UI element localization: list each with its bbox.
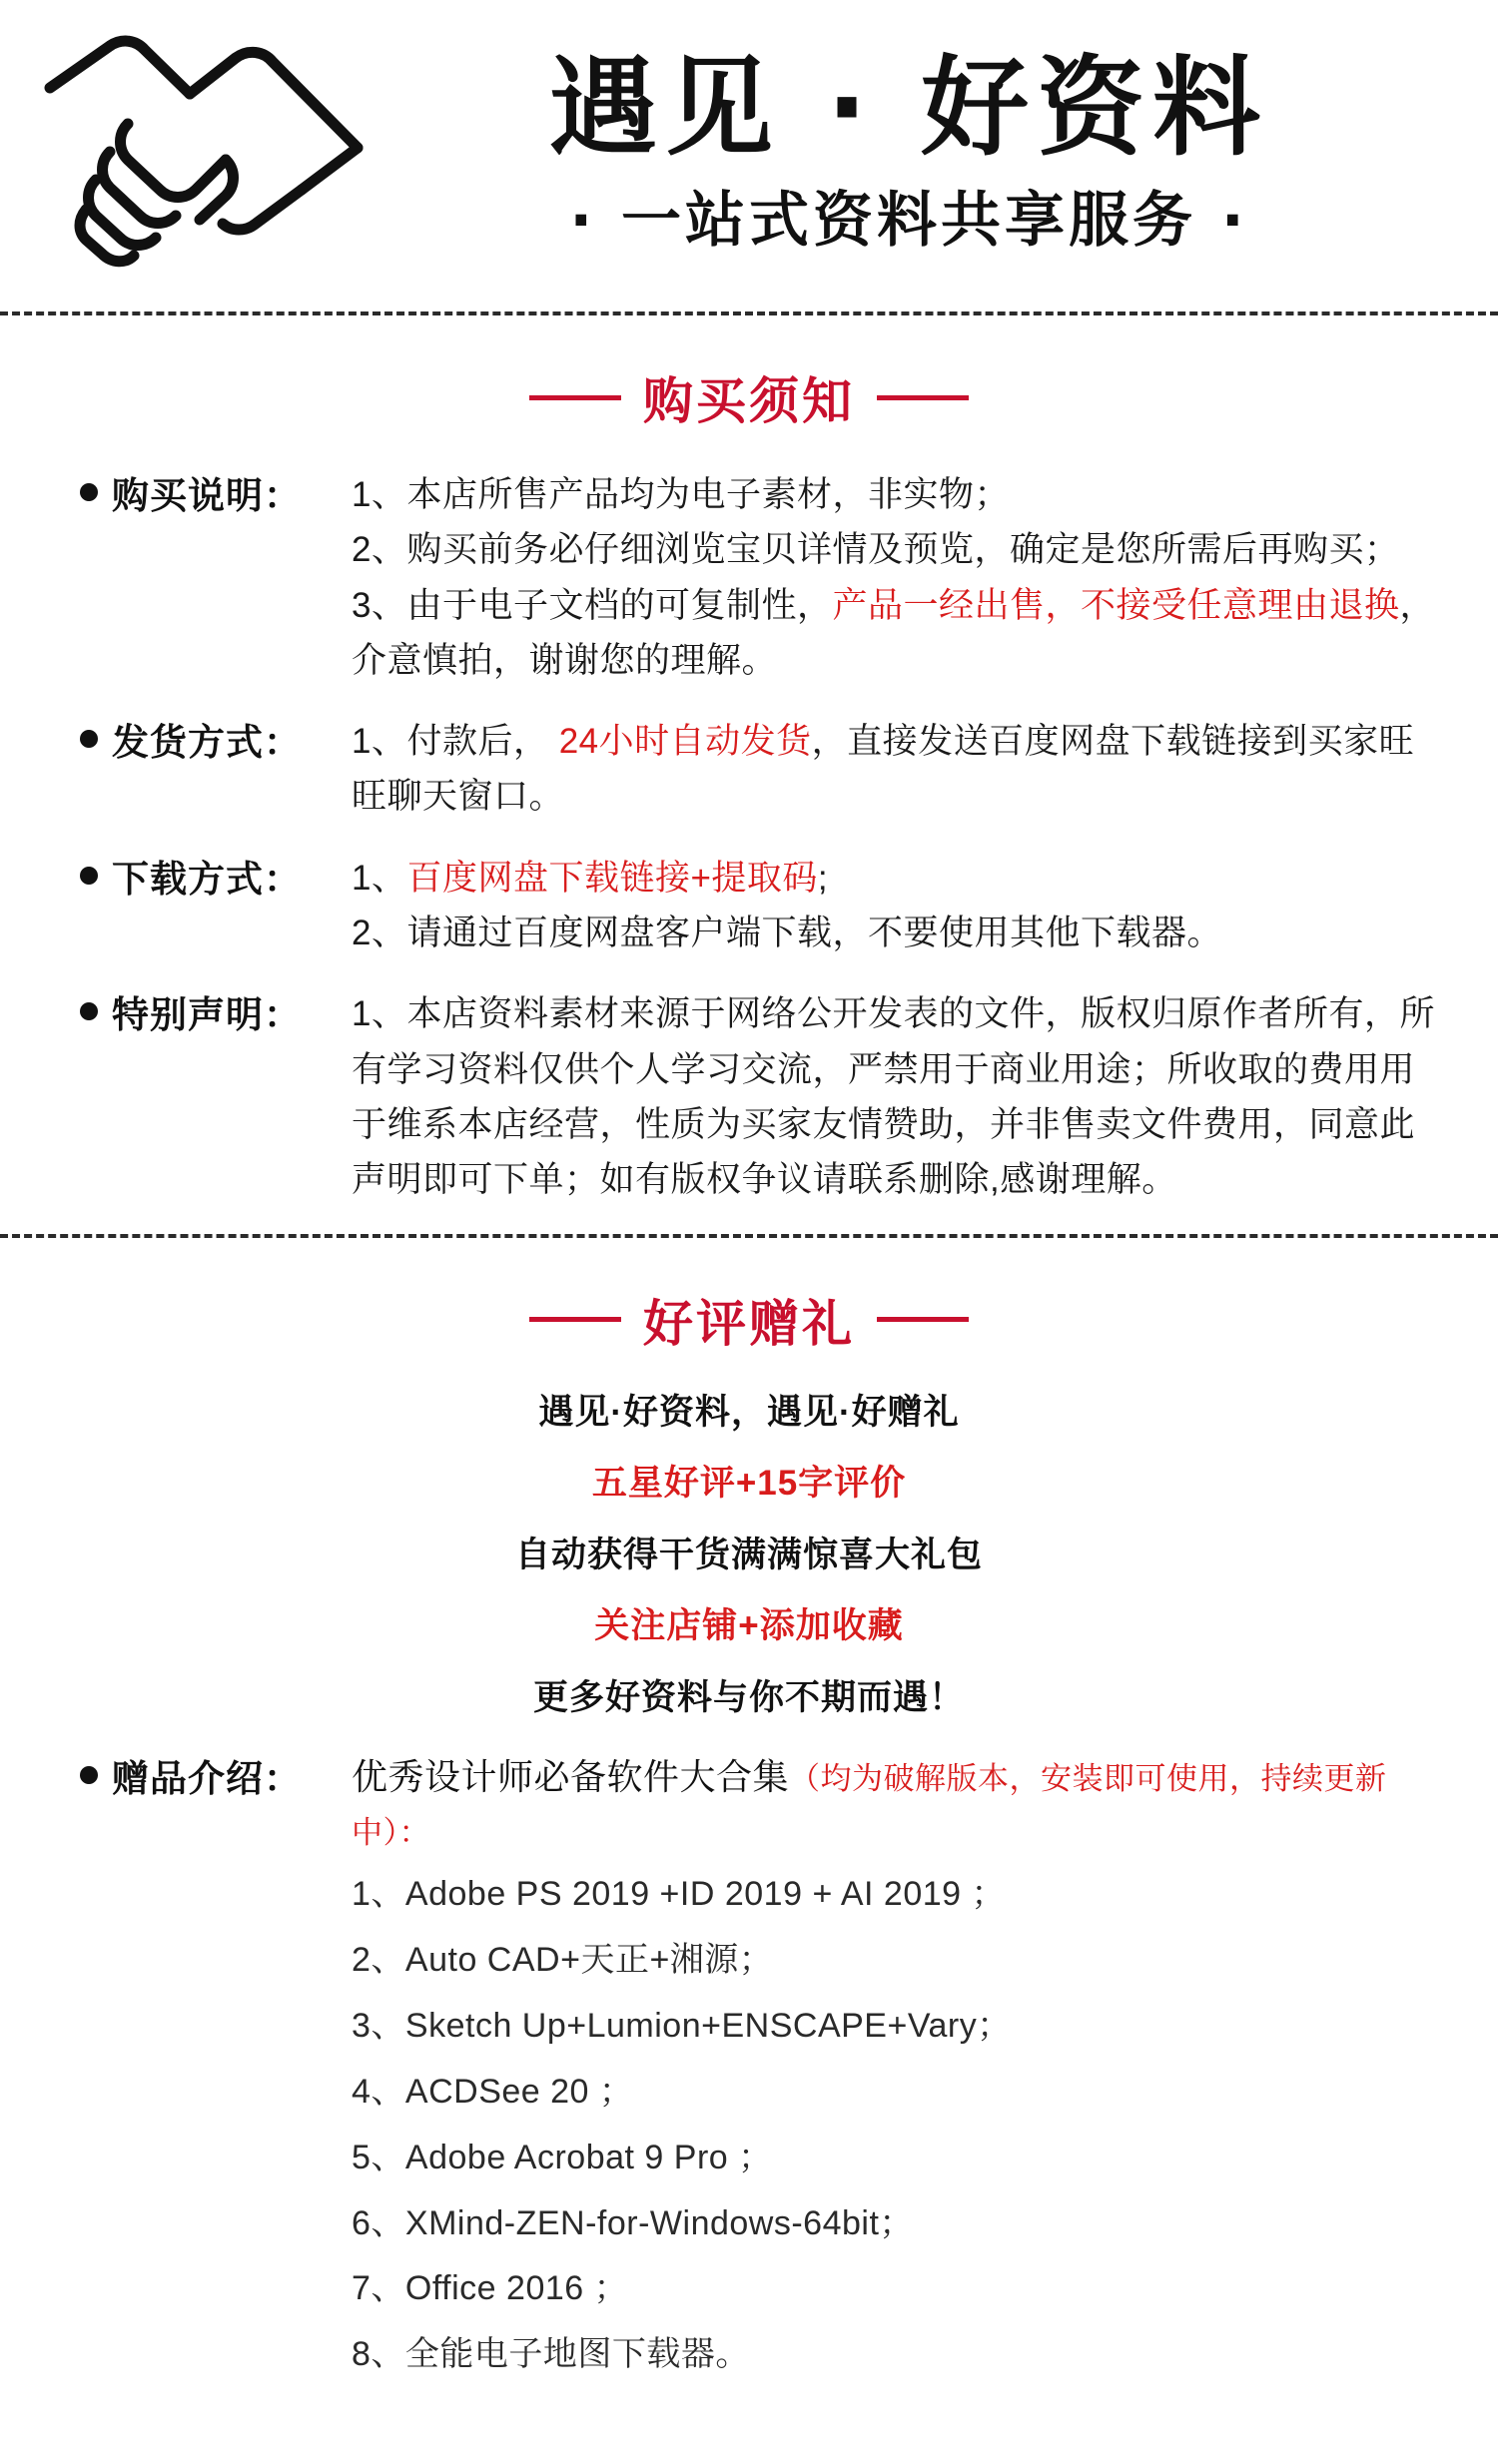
notice-row [70,714,1438,825]
notice-line: 1、本店资料素材来源于网络公开发表的文件，版权归原作者所有，所 [352,994,1435,1034]
gift-intro-body [352,1750,1438,2398]
notice-line: 2、购买前务必仔细浏览宝贝详情及预览，确定是您所需后再购买； [352,530,1400,570]
notice-line: 于维系本店经营，性质为买家友情赞助，并非售卖文件费用，同意此 [352,1104,1416,1144]
notice-line: 声明即可下单；如有版权争议请联系删除,感谢理解。 [352,1160,1177,1200]
gift-list-item: 2、Auto CAD+天正+湘源； [352,1940,774,1979]
gift-center-line: 五星好评+15字评价 [591,1464,907,1504]
gift-center-line: 自动获得干货满满惊喜大礼包 [514,1535,983,1574]
notice-line: 介意慎拍，谢谢您的理解。 [352,640,778,680]
notice-line: 1、付款后， 24小时自动发货，直接发送百度网盘下载链接到买家旺 [352,722,1415,762]
gift-center-lines [40,1390,1458,1721]
notice-row [70,467,1438,688]
gift-list-item: 8、全能电子地图下载器。 [352,2335,750,2374]
gift-list-item: 3、Sketch Up+Lumion+ENSCAPE+Vary； [352,2006,1012,2045]
notice-line: 3、由于电子文档的可复制性，产品一经出售，不接受任意理由退换， [352,585,1435,625]
notice-row-body [352,851,1438,961]
notice-row-label: 发货方式： [112,722,302,764]
banner-subtitle: · 一站式资料共享服务 · [569,185,1248,256]
notice-row-body [352,714,1438,825]
gift-intro-title-text: 优秀设计师必备软件大合集 [352,1756,790,1798]
heading-rule-right [877,1317,969,1322]
banner-title: 遇见 · 好资料 [548,46,1269,172]
notice-line: 1、百度网盘下载链接+提取码; [352,858,829,898]
heading-rule-right [877,395,969,400]
banner-text-block [399,47,1458,258]
purchase-notice-heading [40,361,1458,433]
gift-intro-note: （均为破解版本，安装即可使用，持续更新中）： [352,1761,1387,1851]
gift-intro-row [70,1750,1438,2398]
gift-list-item: 6、XMind-ZEN-for-Windows-64bit； [352,2203,914,2242]
handshake-icon [40,18,370,288]
gift-heading [40,1284,1458,1356]
gift-section [0,1284,1498,2464]
notice-line: 有学习资料仅供个人学习交流，严禁用于商业用途；所收取的费用用 [352,1049,1416,1089]
notice-row-body [352,986,1438,1207]
gift-title: 好评赠礼 [643,1294,855,1353]
gift-list-item: 1、Adobe PS 2019 +ID 2019 + AI 2019 ； [352,1875,1007,1914]
gift-intro-title [352,1750,1438,1858]
gift-center-line: 遇见·好资料，遇见·好赠礼 [538,1392,960,1432]
gift-center-line: 更多好资料与你不期而遇！ [532,1677,965,1717]
bullet-icon [80,1002,98,1020]
gift-intro-rows [40,1750,1458,2398]
notice-row-label: 购买说明： [112,475,302,516]
notice-row-body [352,467,1438,688]
bullet-icon [80,483,98,501]
notice-line: 1、本店所售产品均为电子素材，非实物； [352,475,1010,514]
notice-line: 2、请通过百度网盘客户端下载，不要使用其他下载器。 [352,914,1222,953]
bullet-icon [80,730,98,748]
purchase-notice-title: 购买须知 [643,372,855,430]
notice-row-label: 下载方式： [112,858,302,900]
purchase-notice-section [0,361,1498,1208]
gift-list-item: 4、ACDSee 20 ； [352,2072,634,2111]
divider-middle [0,1234,1498,1238]
bullet-icon [80,1766,98,1784]
purchase-notice-rows [40,467,1458,1208]
notice-row [70,986,1438,1207]
gift-center-line: 关注店铺+添加收藏 [594,1606,904,1646]
bottom-spacer [40,2424,1458,2464]
gift-list-item: 5、Adobe Acrobat 9 Pro ； [352,2138,773,2176]
heading-rule-left [529,1317,621,1322]
gift-intro-label: 赠品介绍： [112,1758,302,1800]
heading-rule-left [529,395,621,400]
gift-list [352,1872,1438,2378]
notice-line: 旺聊天窗口。 [352,777,565,817]
page-banner [0,0,1498,298]
divider-top [0,311,1498,315]
notice-row [70,851,1438,961]
notice-row-label: 特别声明： [112,994,302,1036]
gift-list-item: 7、Office 2016 ； [352,2269,629,2308]
bullet-icon [80,867,98,885]
